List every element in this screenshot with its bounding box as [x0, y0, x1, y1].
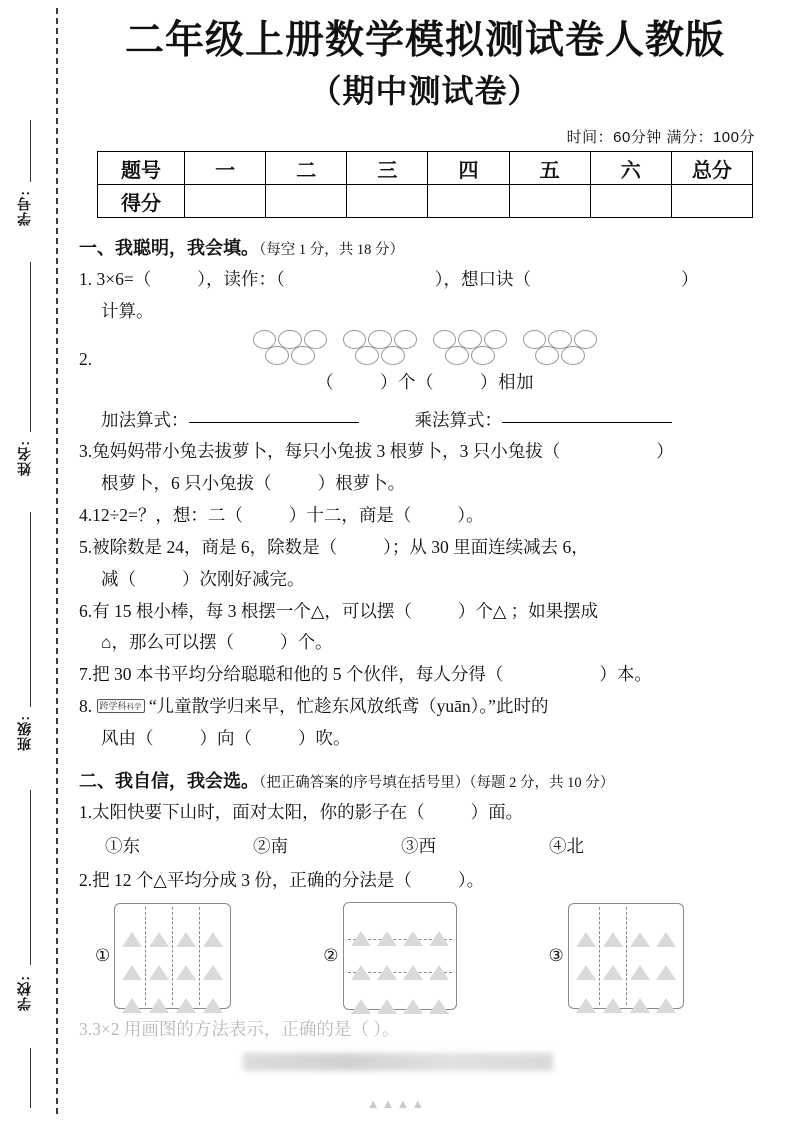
s2-question-2 — [79, 865, 771, 1010]
triangle-box-2 — [343, 902, 457, 1010]
margin-field-name: 姓名: — [16, 440, 32, 476]
s2-question-3 — [79, 1014, 771, 1046]
margin-field-student-id: 学号: — [16, 190, 32, 226]
score-cell-1[interactable] — [185, 185, 266, 218]
s1-q3-text-d: ）根萝卜。 — [317, 473, 406, 494]
s2-q1-option-4[interactable]: ④北 — [549, 835, 584, 856]
circle — [471, 346, 495, 365]
tri-cell — [348, 974, 374, 1006]
redacted-watermark-bar — [243, 1053, 553, 1071]
s1-q6-line2 — [79, 627, 771, 659]
addition-answer-blank[interactable] — [189, 405, 359, 423]
s1-q5-text-a: 被除数是 24，商是 6，除数是（ — [92, 536, 338, 557]
score-col-5: 五 — [509, 152, 590, 185]
tri-cell — [426, 940, 452, 972]
tri-cell — [626, 907, 653, 939]
tri-cell — [145, 973, 172, 1005]
tri-cell — [145, 907, 172, 939]
s1-question-1 — [79, 264, 771, 328]
s1-question-6 — [79, 596, 771, 660]
s1-q8-line2 — [79, 723, 771, 755]
circle — [265, 346, 289, 365]
tri-cell — [626, 973, 653, 1005]
left-margin-strip — [0, 0, 57, 1122]
s1-q7-text-b: ）本。 — [599, 664, 652, 685]
s1-q2-caption-b: ）个（ — [380, 371, 434, 392]
s1-q7-number: 7. — [79, 664, 93, 685]
score-cell-6[interactable] — [590, 185, 671, 218]
triangle-icon — [122, 912, 142, 947]
s1-q5-text-d: ）次刚好减完。 — [182, 568, 305, 589]
s2-q1-text-a: 太阳快要下山时，面对太阳，你的影子在（ — [92, 801, 425, 822]
tri-cell — [426, 974, 452, 1006]
circle-row-top — [253, 330, 327, 349]
triangle-icon — [656, 978, 676, 1013]
s2-q1-option-1[interactable]: ①东 — [105, 835, 140, 856]
score-col-1: 一 — [185, 152, 266, 185]
tri-cell — [199, 940, 226, 972]
tri-row — [119, 907, 226, 939]
triangle-icon — [403, 979, 423, 1014]
score-table — [97, 151, 753, 218]
triangle-icon — [122, 945, 142, 980]
s1-q4-number: 4. — [79, 505, 93, 526]
s1-q8-text-a: “儿童散学归来早，忙趁东风放纸鸢（yuān）。”此时的 — [148, 696, 549, 717]
tri-row — [119, 973, 226, 1005]
triangle-icon — [656, 945, 676, 980]
tri-cell — [172, 907, 199, 939]
triangle-icon — [351, 945, 371, 980]
circle-group — [523, 330, 597, 365]
s1-q1-text-a: 3×6=（ — [96, 269, 152, 290]
tri-cell — [374, 974, 400, 1006]
tri-cell — [199, 973, 226, 1005]
tri-cell — [172, 940, 199, 972]
section-2-note-2: （每题 2 分，共 10 分） — [469, 774, 615, 791]
circles-figure-caption — [79, 367, 771, 399]
triangle-icon — [403, 945, 423, 980]
circle — [561, 346, 585, 365]
badge-sub-text: 科学 — [126, 702, 142, 712]
s2-q1-number: 1. — [79, 801, 93, 822]
s1-q5-line2 — [79, 564, 771, 596]
s1-question-8 — [79, 691, 771, 755]
triangle-icon — [176, 912, 196, 947]
s1-q1-text-e: 计算。 — [101, 300, 154, 321]
s2-q1-text-b: ）面。 — [470, 801, 524, 822]
triangle-icon — [203, 978, 223, 1013]
multiplication-answer-blank[interactable] — [502, 405, 672, 423]
triangle-icon — [176, 978, 196, 1013]
tri-row — [348, 906, 452, 938]
s1-q2-formula-row — [79, 405, 771, 437]
tri-cell — [172, 973, 199, 1005]
section-2-heading — [79, 767, 771, 793]
circle-group — [433, 330, 507, 365]
triangle-icon — [656, 912, 676, 947]
margin-divider-line — [30, 790, 31, 965]
triangle-icon — [630, 945, 650, 980]
triangle-icon — [176, 945, 196, 980]
s2-q3-number: 3. — [79, 1018, 93, 1039]
s2-q1-option-3[interactable]: ③西 — [401, 835, 436, 856]
triangle-box-1 — [114, 903, 231, 1009]
tri-cell — [653, 907, 679, 939]
triangle-icon — [603, 945, 623, 980]
circle-row-top — [343, 330, 417, 349]
exam-sheet — [57, 0, 793, 1122]
tri-cell — [374, 940, 400, 972]
s1-q5-text-c: 减（ — [101, 568, 136, 589]
score-col-6: 六 — [590, 152, 671, 185]
s2-q2-option-1-label: ① — [95, 945, 111, 965]
tri-cell — [599, 973, 626, 1005]
page-title: 二年级上册数学模拟测试卷人教版 — [124, 19, 725, 62]
s1-q3-text-b: ） — [656, 441, 674, 462]
s1-q2-caption-a: （ — [316, 371, 334, 392]
circle-group — [253, 330, 327, 365]
triangle-icon — [149, 978, 169, 1013]
section-2-title: 二、我自信，我会选。 — [79, 770, 259, 791]
score-col-2: 二 — [266, 152, 347, 185]
triangle-icon — [403, 911, 423, 946]
s1-q2-caption-c: ）相加 — [480, 371, 534, 392]
circle-group — [343, 330, 417, 365]
tri-cell — [145, 940, 172, 972]
score-cell-total[interactable] — [671, 185, 752, 218]
s1-q3-text-a: 兔妈妈带小兔去拔萝卜，每只小兔拔 3 根萝卜，3 只小兔拔（ — [92, 441, 561, 462]
triangle-grid — [119, 907, 226, 1005]
triangle-grid — [573, 907, 679, 1005]
triangle-icon — [576, 912, 596, 947]
triangle-grid — [348, 906, 452, 1006]
page-subtitle: （期中测试卷） — [309, 73, 541, 110]
exam-meta-info: 时间：60分钟 满分：100分 — [566, 129, 755, 147]
triangle-icon — [603, 978, 623, 1013]
circle-row-top — [523, 330, 597, 349]
s1-q5-text-b: ）；从 30 里面连续减去 6， — [383, 536, 589, 557]
triangle-icon — [149, 945, 169, 980]
s2-q2-option-2-label: ② — [323, 945, 339, 965]
tri-cell — [653, 940, 679, 972]
tri-cell — [199, 907, 226, 939]
triangle-icon — [122, 978, 142, 1013]
s2-q2-option-3-label: ③ — [548, 945, 564, 965]
s1-q6-number: 6. — [79, 600, 93, 621]
score-col-4: 四 — [428, 152, 509, 185]
s1-q8-text-c: ）向（ — [199, 727, 252, 748]
s2-question-1 — [79, 797, 771, 863]
s2-q2-option-3[interactable] — [549, 903, 684, 1009]
section-1-note: （每空 1 分，共 18 分） — [259, 242, 404, 259]
s1-q2-addition-label: 加法算式： — [101, 409, 189, 430]
s1-q1-number: 1. — [79, 269, 93, 290]
triangle-icon — [429, 911, 449, 946]
tri-cell — [119, 973, 145, 1005]
triangle-icon — [630, 978, 650, 1013]
circle — [291, 346, 315, 365]
s1-q8-number: 8. — [79, 696, 93, 717]
margin-field-school: 学校: — [16, 975, 32, 1011]
tri-cell — [426, 906, 452, 938]
tri-cell — [653, 973, 679, 1005]
score-cell-2[interactable] — [266, 185, 347, 218]
margin-field-class: 班级: — [16, 715, 32, 751]
tri-cell — [573, 940, 599, 972]
table-row — [98, 185, 753, 218]
margin-divider-line — [30, 262, 31, 432]
tri-cell — [573, 907, 599, 939]
s2-q2-number: 2. — [79, 869, 93, 890]
circles-figure — [79, 330, 771, 365]
triangle-icon — [351, 979, 371, 1014]
s1-q1-text-d: ） — [681, 269, 699, 290]
s1-q6-text-b: ）个△ ；如果摆成 — [457, 600, 599, 621]
s1-q8-text-b: 风由（ — [101, 727, 154, 748]
triangle-icon — [149, 912, 169, 947]
s1-q7-text-a: 把 30 本书平均分给聪聪和他的 5 个伙伴，每人分得（ — [92, 664, 504, 685]
section-1-heading — [79, 234, 771, 260]
triangle-icon — [630, 912, 650, 947]
score-row-label-question: 题号 — [98, 152, 185, 185]
score-cell-3[interactable] — [347, 185, 428, 218]
s1-q3-line2 — [79, 468, 771, 500]
circle — [535, 346, 559, 365]
s2-q2-text-b: ）。 — [457, 869, 485, 890]
s1-q6-text-a: 有 15 根小棒，每 3 根摆一个△，可以摆（ — [92, 600, 412, 621]
score-col-total: 总分 — [671, 152, 752, 185]
table-row — [98, 152, 753, 185]
margin-divider-line — [30, 120, 31, 182]
s1-q1-text-b: ），读作：（ — [197, 269, 285, 290]
s1-q4-text-b: ）十二，商是（ — [288, 505, 412, 526]
tri-row — [348, 974, 452, 1006]
section-2-note-1: （把正确答案的序号填在括号里） — [259, 774, 470, 791]
circle-row-top — [433, 330, 507, 349]
tri-cell — [599, 907, 626, 939]
s1-q3-text-c: 根萝卜，6 只小兔拔（ — [101, 473, 272, 494]
tri-cell — [573, 973, 599, 1005]
s1-q8-text-d: ）吹。 — [298, 727, 351, 748]
section-1-title: 一、我聪明，我会填。 — [79, 238, 259, 259]
tri-cell — [599, 940, 626, 972]
cross-discipline-badge — [97, 699, 145, 713]
tri-row — [573, 973, 679, 1005]
s1-question-7 — [79, 659, 771, 691]
triangle-icon — [576, 945, 596, 980]
s2-q3-text: 3×2 用画图的方法表示，正确的是（ ）。 — [92, 1018, 400, 1039]
triangle-icon — [429, 979, 449, 1014]
circle — [381, 346, 405, 365]
s2-q2-option-1[interactable] — [95, 903, 231, 1009]
s2-q2-option-2[interactable] — [323, 902, 456, 1010]
triangle-icon — [377, 945, 397, 980]
score-cell-5[interactable] — [509, 185, 590, 218]
triangle-icon — [576, 978, 596, 1013]
tri-cell — [626, 940, 653, 972]
s1-question-5 — [79, 532, 771, 596]
s1-q6-text-c: ⌂，那么可以摆（ — [101, 632, 235, 653]
s2-q2-text-a: 把 12 个△平均分成 3 份，正确的分法是（ — [92, 869, 412, 890]
tri-row — [573, 940, 679, 972]
triangle-icon — [603, 912, 623, 947]
score-cell-4[interactable] — [428, 185, 509, 218]
exam-content — [57, 218, 793, 1046]
s1-q5-number: 5. — [79, 536, 93, 557]
s2-q2-option-figures — [79, 902, 771, 1010]
s1-question-2 — [79, 330, 771, 437]
triangle-icon — [203, 945, 223, 980]
tri-cell — [400, 940, 426, 972]
badge-main-text: 跨学科 — [99, 701, 127, 712]
tri-cell — [119, 940, 145, 972]
triangle-box-3 — [568, 903, 684, 1009]
s1-q1-text-c: ），想口诀（ — [434, 269, 531, 290]
s1-q3-number: 3. — [79, 441, 93, 462]
tri-cell — [400, 974, 426, 1006]
tri-row — [348, 939, 452, 973]
triangle-icon — [351, 911, 371, 946]
s1-q6-text-d: ）个。 — [280, 632, 333, 653]
score-row-label-points: 得分 — [98, 185, 185, 218]
tri-cell — [348, 940, 374, 972]
triangle-icon — [429, 945, 449, 980]
margin-divider-line — [30, 512, 31, 707]
s1-question-4 — [79, 500, 771, 532]
tri-cell — [400, 906, 426, 938]
tri-cell — [374, 906, 400, 938]
circle — [355, 346, 379, 365]
score-col-3: 三 — [347, 152, 428, 185]
triangle-icon — [377, 979, 397, 1014]
s1-q2-multiplication-label: 乘法算式： — [414, 409, 502, 430]
s1-q2-number: 2. — [79, 348, 93, 369]
s2-q1-option-2[interactable]: ②南 — [253, 835, 288, 856]
page-footer-faint: ▲▲▲▲ — [366, 1096, 427, 1111]
tri-row — [119, 940, 226, 972]
tri-cell — [348, 906, 374, 938]
tri-cell — [119, 907, 145, 939]
s1-question-3 — [79, 436, 771, 500]
tri-row — [573, 907, 679, 939]
s1-q4-text-a: 12÷2=？，想：二（ — [92, 505, 243, 526]
s2-q1-options — [79, 831, 771, 863]
circle — [445, 346, 469, 365]
triangle-icon — [203, 912, 223, 947]
triangle-icon — [377, 911, 397, 946]
s1-q4-text-c: ）。 — [457, 505, 484, 526]
